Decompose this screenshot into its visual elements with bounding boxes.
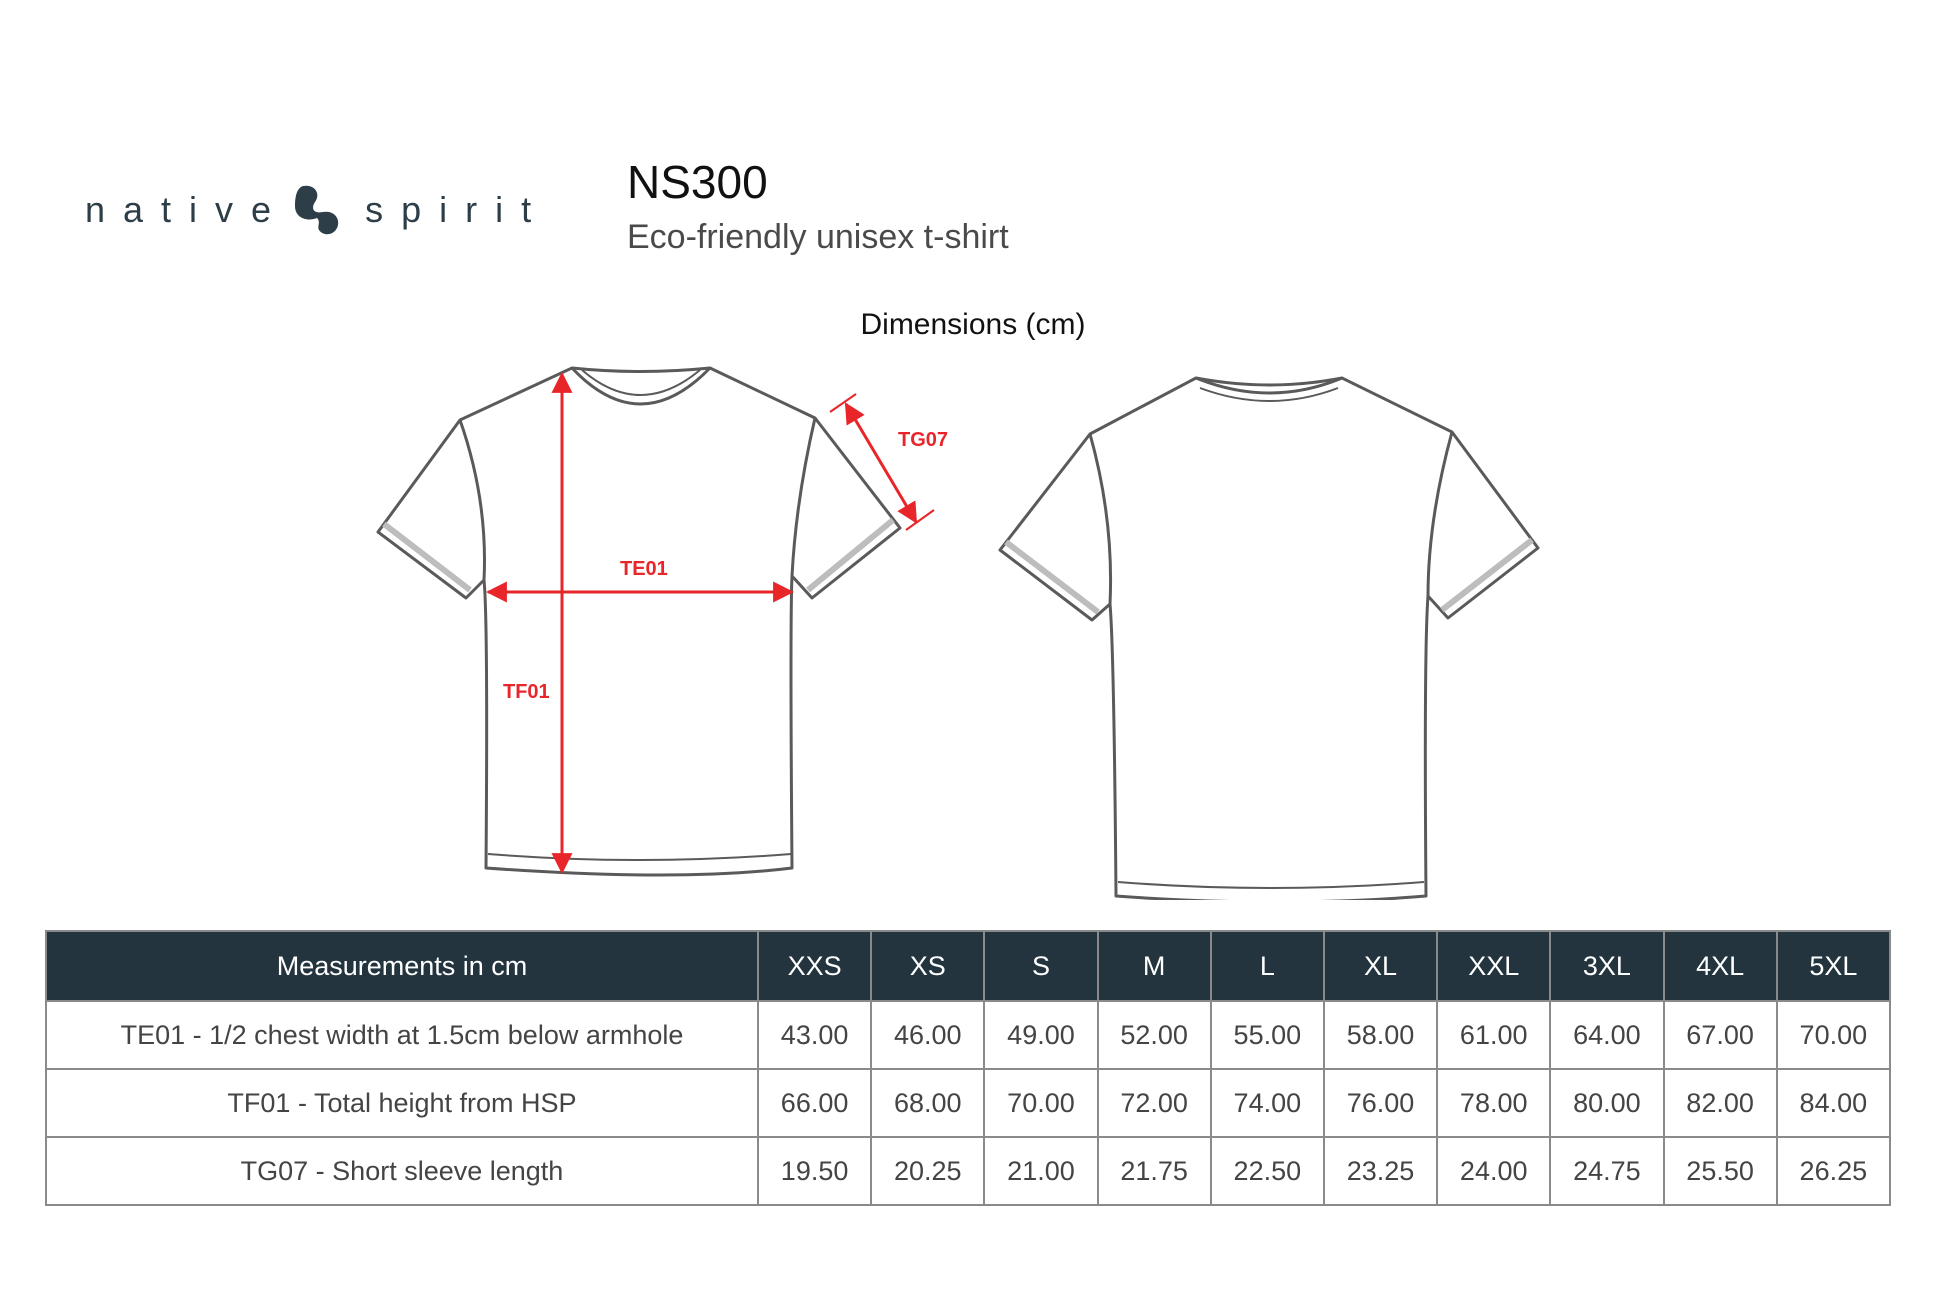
header-size: M [1098, 931, 1211, 1001]
table-cell: 61.00 [1437, 1001, 1550, 1069]
header-size: S [984, 931, 1097, 1001]
table-cell: 23.25 [1324, 1137, 1437, 1205]
row-label: TG07 - Short sleeve length [46, 1137, 758, 1205]
table-cell: 25.50 [1664, 1137, 1777, 1205]
back-tshirt [1000, 378, 1538, 900]
te01-label: TE01 [620, 558, 668, 580]
table-cell: 74.00 [1211, 1069, 1324, 1137]
row-label: TF01 - Total height from HSP [46, 1069, 758, 1137]
table-cell: 46.00 [871, 1001, 984, 1069]
header-size: XS [871, 931, 984, 1001]
header-size: 5XL [1777, 931, 1890, 1001]
table-cell: 68.00 [871, 1069, 984, 1137]
brand-word-left: native [85, 189, 290, 230]
table-cell: 78.00 [1437, 1069, 1550, 1137]
front-tshirt [378, 368, 900, 875]
table-cell: 80.00 [1550, 1069, 1663, 1137]
table-cell: 21.00 [984, 1137, 1097, 1205]
table-cell: 19.50 [758, 1137, 871, 1205]
table-cell: 55.00 [1211, 1001, 1324, 1069]
table-cell: 20.25 [871, 1137, 984, 1205]
tg07-label: TG07 [898, 429, 949, 451]
table-cell: 72.00 [1098, 1069, 1211, 1137]
header-size: XXS [758, 931, 871, 1001]
table-row [46, 1069, 1890, 1137]
table-cell: 24.75 [1550, 1137, 1663, 1205]
table-cell: 76.00 [1324, 1069, 1437, 1137]
table-cell: 70.00 [984, 1069, 1097, 1137]
table-cell: 84.00 [1777, 1069, 1890, 1137]
header-size: L [1211, 931, 1324, 1001]
header-size: 4XL [1664, 931, 1777, 1001]
table-cell: 64.00 [1550, 1001, 1663, 1069]
row-label: TE01 - 1/2 chest width at 1.5cm below armhole [46, 1001, 758, 1069]
table-cell: 70.00 [1777, 1001, 1890, 1069]
header-measurements: Measurements in cm [46, 931, 758, 1001]
table-cell: 58.00 [1324, 1001, 1437, 1069]
table-cell: 43.00 [758, 1001, 871, 1069]
table-cell: 22.50 [1211, 1137, 1324, 1205]
header-size: XXL [1437, 931, 1550, 1001]
brand-word-right: spirit [365, 189, 550, 230]
table-row [46, 1001, 1890, 1069]
table-cell: 21.75 [1098, 1137, 1211, 1205]
header-size: XL [1324, 931, 1437, 1001]
table-cell: 24.00 [1437, 1137, 1550, 1205]
table-cell: 49.00 [984, 1001, 1097, 1069]
table-cell: 82.00 [1664, 1069, 1777, 1137]
tf01-label: TF01 [503, 681, 550, 703]
table-header-row [46, 931, 1890, 1001]
size-chart-table [45, 930, 1891, 1206]
dimensions-heading: Dimensions (cm) [860, 308, 1086, 341]
table-cell: 52.00 [1098, 1001, 1211, 1069]
header-size: 3XL [1550, 931, 1663, 1001]
product-code: NS300 [627, 156, 768, 208]
product-name: Eco-friendly unisex t-shirt [627, 218, 1009, 256]
table-cell: 66.00 [758, 1069, 871, 1137]
table-cell: 67.00 [1664, 1001, 1777, 1069]
table-row [46, 1137, 1890, 1205]
table-cell: 26.25 [1777, 1137, 1890, 1205]
